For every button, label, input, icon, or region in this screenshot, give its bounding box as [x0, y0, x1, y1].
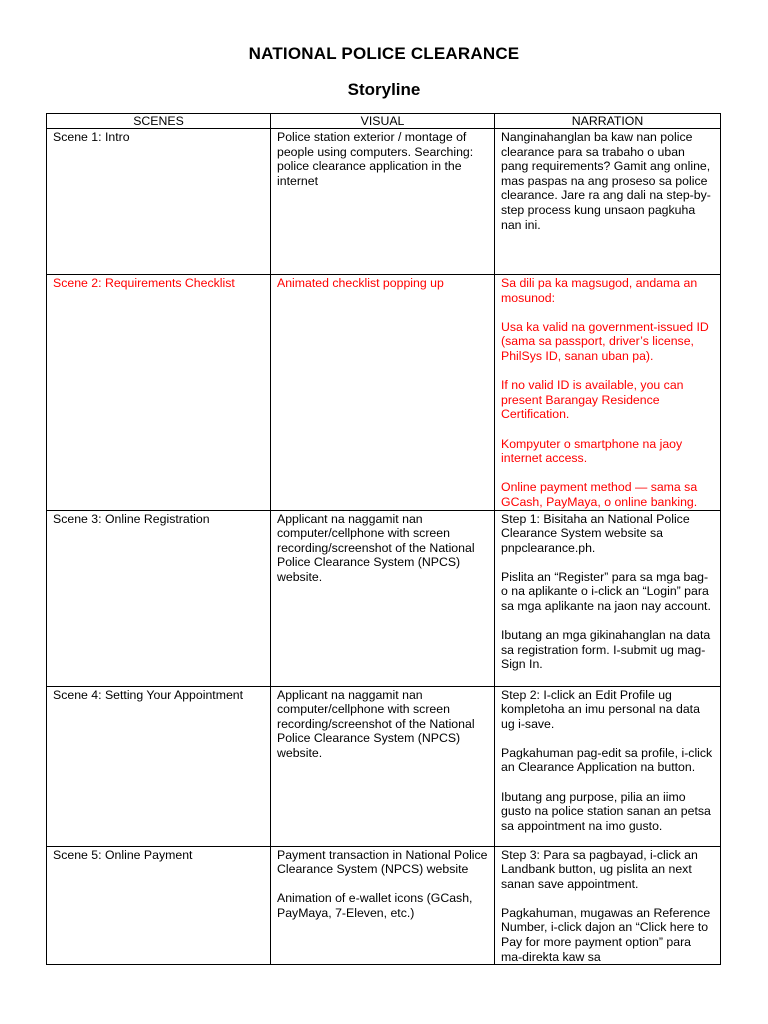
header-narration: NARRATION	[495, 114, 721, 129]
narration-text: Online payment method — sama sa GCash, PayMaya, o online banking.	[501, 480, 698, 509]
narration-cell	[495, 510, 721, 686]
scene-cell	[47, 510, 271, 686]
table-header-row	[47, 114, 721, 129]
narration-text: Step 3: Para sa pagbayad, i-click an Landbank button, ug pislita an next sanan save appointment.	[501, 847, 698, 891]
table-row-scene-5	[47, 846, 721, 965]
header-visual: VISUAL	[271, 114, 495, 129]
header-scenes: SCENES	[47, 114, 271, 129]
narration-text: If no valid ID is available, you can present Barangay Residence Certification.	[501, 378, 684, 422]
table-row-scene-1	[47, 129, 721, 275]
visual-cell	[271, 846, 495, 965]
scene-cell	[47, 129, 271, 275]
visual-cell	[271, 275, 495, 511]
narration-text: Step 2: I-click an Edit Profile ug kompletoha an imu personal na data ug i-save.	[501, 687, 700, 731]
narration-text: Pislita an “Register” para sa mga bag-o na aplikante o i-click an “Login” para sa mga aplikante na jaon nay account.	[501, 569, 711, 614]
scene-label: Scene 5: Online Payment	[53, 847, 193, 862]
narration-cell	[495, 275, 721, 511]
narration-cell	[495, 129, 721, 275]
scene-cell	[47, 275, 271, 511]
visual-text: Applicant na naggamit nan computer/cellphone with screen recording/screenshot of the National Police Clearance System (NPCS) website.	[277, 511, 475, 584]
scene-cell	[47, 846, 271, 965]
scene-label: Scene 3: Online Registration	[53, 511, 210, 526]
scene-cell	[47, 686, 271, 846]
document-subtitle: Storyline	[347, 80, 421, 99]
narration-text: Ibutang an mga gikinahanglan na data sa registration form. I-submit ug mag-Sign In.	[501, 628, 711, 672]
visual-text: Applicant na naggamit nan computer/cellphone with screen recording/screenshot of the National Police Clearance System (NPCS) website.	[277, 687, 475, 760]
visual-text: Animation of e-wallet icons (GCash, PayMaya, 7-Eleven, etc.)	[277, 891, 473, 920]
narration-text: Kompyuter o smartphone na jaoy internet access.	[501, 436, 683, 466]
narration-text: Sa dili pa ka magsugod, andama an mosunod:	[501, 276, 698, 305]
table-row-scene-2	[47, 275, 721, 511]
narration-cell	[495, 846, 721, 965]
narration-text: Pagkahuman, mugawas an Reference Number, i-click dajon an “Click here to Pay for more payment option” para ma-direkta kaw sa	[501, 905, 711, 964]
storyline-table	[46, 113, 721, 965]
visual-text: Police station exterior / montage of people using computers. Searching: police clearance application in the internet	[277, 130, 474, 188]
document-title: NATIONAL POLICE CLEARANCE	[248, 44, 520, 63]
table-row-scene-4	[47, 686, 721, 846]
narration-text: Step 1: Bisitaha an National Police Clearance System website sa pnpclearance.ph.	[501, 511, 690, 555]
narration-text: Pagkahuman pag-edit sa profile, i-click an Clearance Application na button.	[501, 745, 713, 775]
visual-cell	[271, 510, 495, 686]
scene-label: Scene 1: Intro	[53, 130, 130, 144]
visual-text: Animated checklist popping up	[277, 276, 444, 290]
narration-text: Ibutang ang purpose, pilia an iimo gusto na police station sanan an petsa sa appointment na imo gusto.	[501, 789, 711, 833]
visual-cell	[271, 129, 495, 275]
narration-text: Usa ka valid na government-issued ID (sama sa passport, driver’s license, PhilSys ID, sanan uban pa).	[501, 319, 709, 363]
visual-cell	[271, 686, 495, 846]
visual-text: Payment transaction in National Police Clearance System (NPCS) website	[277, 847, 488, 877]
narration-cell	[495, 686, 721, 846]
table-row-scene-3	[47, 510, 721, 686]
scene-label: Scene 2: Requirements Checklist	[53, 276, 235, 290]
scene-label: Scene 4: Setting Your Appointment	[53, 687, 244, 702]
narration-text: Nanginahanglan ba kaw nan police clearance para sa trabaho o uban pang requirements? Gamit ang online, mas paspas na ang proseso sa police clearance. Jare ra ang dali na step-by-step process kung unsaon pagkuha nan ini.	[501, 130, 711, 232]
